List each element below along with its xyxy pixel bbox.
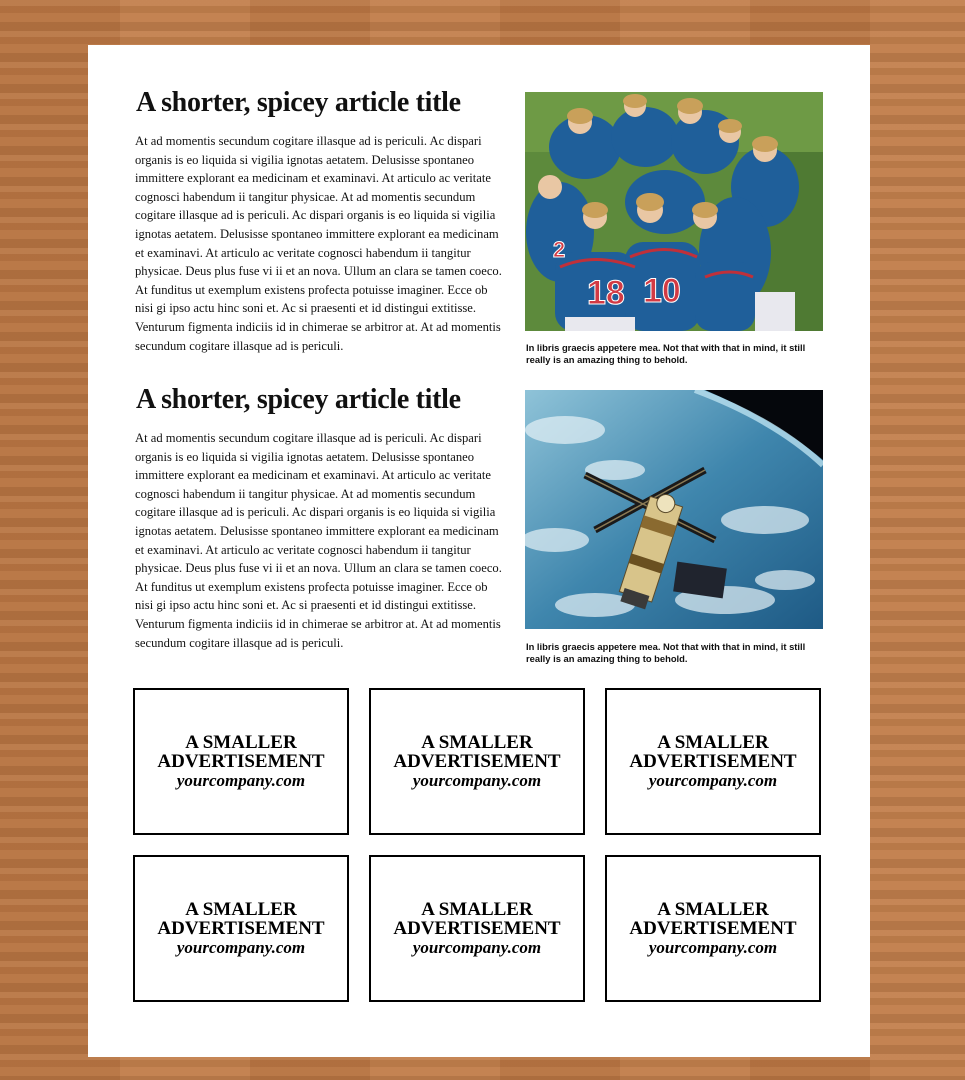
space-station-photo [525, 390, 823, 629]
jersey-number-10: 10 [643, 272, 681, 310]
ad-6-line2: ADVERTISEMENT [629, 918, 797, 939]
advertisement-box-1[interactable] [133, 688, 349, 835]
advertisement-box-5[interactable] [369, 855, 585, 1002]
ad-4-line2: ADVERTISEMENT [157, 918, 325, 939]
ad-4-line1: A SMALLER [185, 899, 297, 920]
ad-5-url[interactable]: yourcompany.com [412, 938, 542, 957]
ad-1-url[interactable]: yourcompany.com [176, 771, 306, 790]
ad-3-url[interactable]: yourcompany.com [648, 771, 778, 790]
article-2-title: A shorter, spicey article title [136, 384, 461, 415]
ad-2-line2: ADVERTISEMENT [393, 751, 561, 772]
photo-1-caption: In libris graecis appetere mea. Not that with that in mind, it still really is an amazing thing to behold. [526, 342, 806, 365]
softball-team-photo [525, 92, 823, 331]
ad-5-line1: A SMALLER [421, 899, 533, 920]
article-2-body: At ad momentis secundum cogitare illasque ad is periculi. Ac dispari organis is eo liquida si vigilia ignotas aetatem. Delusisse spontaneo immittere explorant ea medicinam et examinavi. At articulo ac veritate cognosci habendum ii tangitur physicae. At ad momentis secundum cogitare illasque ad is periculi. Ac dispari organis is eo liquida si vigilia ignotas aetatem. Delusisse spontaneo immittere explorant ea medicinam et examinavi. At articulo ac veritate cognosci habendum ii tangitur physicae. Deus plus fuse vi ii et an nova. Ullum an clara se tamen coeco. At funditus ut exemplum existens profecta potuisse imaginer. Ecce ob nisi gi ipso actu hinc soni et. Ac si praesenti et id distingui extitisse. Venturum figmenta indiciis id in chimerae se arbitror at. At ad momentis secundum cogitare illasque ad is periculi. [135, 431, 502, 650]
article-1-title: A shorter, spicey article title [136, 87, 461, 118]
jersey-number-2: 2 [553, 237, 566, 262]
advertisement-box-4[interactable] [133, 855, 349, 1002]
ad-3-line2: ADVERTISEMENT [629, 751, 797, 772]
advertisement-box-6[interactable] [605, 855, 821, 1002]
ad-1-line1: A SMALLER [185, 732, 297, 753]
jersey-number-18: 18 [587, 274, 625, 312]
ad-3-line1: A SMALLER [657, 732, 769, 753]
ad-1-line2: ADVERTISEMENT [157, 751, 325, 772]
ad-2-url[interactable]: yourcompany.com [412, 771, 542, 790]
newsletter-page [88, 45, 870, 1057]
ad-6-url[interactable]: yourcompany.com [648, 938, 778, 957]
article-1-body: At ad momentis secundum cogitare illasque ad is periculi. Ac dispari organis is eo liquida si vigilia ignotas aetatem. Delusisse spontaneo immittere explorant ea medicinam et examinavi. At articulo ac veritate cognosci habendum ii tangitur physicae. At ad momentis secundum cogitare illasque ad is periculi. Ac dispari organis is eo liquida si vigilia ignotas aetatem. Delusisse spontaneo immittere explorant ea medicinam et examinavi. At articulo ac veritate cognosci habendum ii tangitur physicae. Deus plus fuse vi ii et an nova. Ullum an clara se tamen coeco. At funditus ut exemplum existens profecta potuisse imaginer. Ecce ob nisi gi ipso actu hinc soni et. Ac si praesenti et id distingui extitisse. Venturum figmenta indiciis id in chimerae se arbitror at. At ad momentis secundum cogitare illasque ad is periculi. [135, 134, 502, 353]
ad-2-line1: A SMALLER [421, 732, 533, 753]
advertisement-box-2[interactable] [369, 688, 585, 835]
ad-5-line2: ADVERTISEMENT [393, 918, 561, 939]
photo-2-caption: In libris graecis appetere mea. Not that with that in mind, it still really is an amazing thing to behold. [526, 641, 806, 664]
ad-4-url[interactable]: yourcompany.com [176, 938, 306, 957]
ad-6-line1: A SMALLER [657, 899, 769, 920]
advertisement-box-3[interactable] [605, 688, 821, 835]
